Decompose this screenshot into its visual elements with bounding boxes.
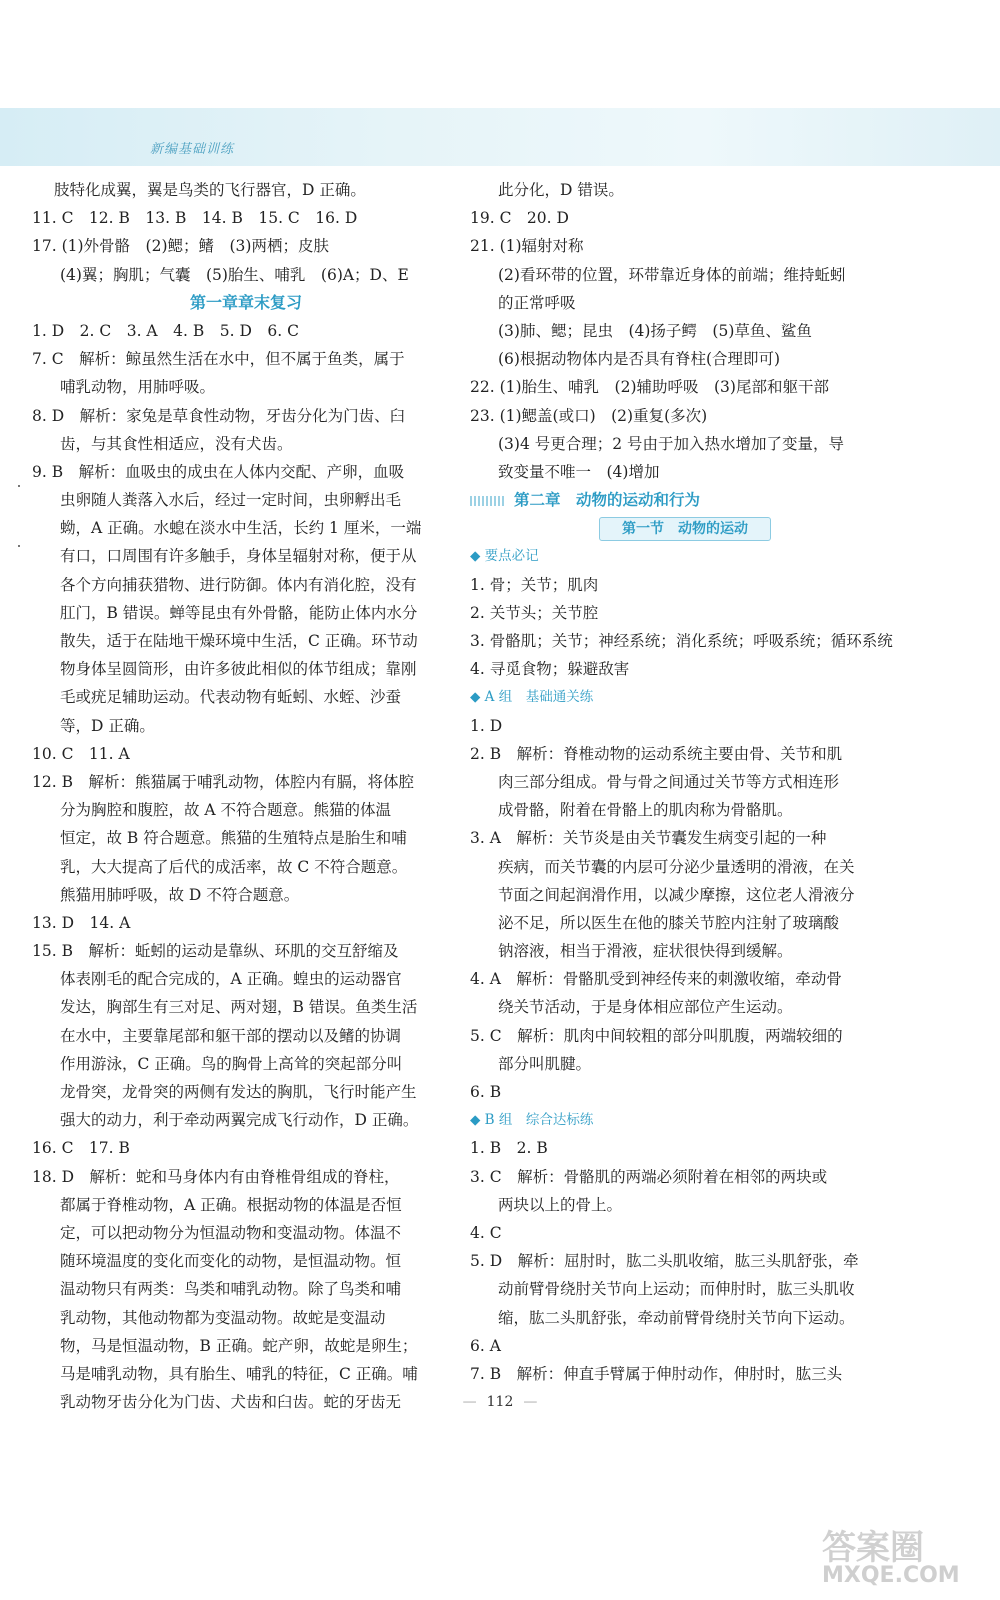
- chapter-hatch-icon: [470, 496, 506, 506]
- answer-line: 节面之间起润滑作用，以减少摩擦，这位老人滑液分: [498, 885, 855, 904]
- answer-line: 18. D 解析：蛇和马身体内有由脊椎骨组成的脊柱，: [32, 1167, 400, 1186]
- answer-line: 7. C 解析：鲸虽然生活在水中，但不属于鱼类，属于: [32, 350, 405, 369]
- answer-line: 此分化，D 错误。: [498, 181, 624, 199]
- exercise-group-label: ◆ 要点必记: [470, 548, 539, 565]
- answer-line: 22. (1)胎生、哺乳 (2)辅助呼吸 (3)尾部和躯干部: [470, 378, 829, 397]
- answer-line: 钠溶液，相当于滑液，症状很快得到缓解。: [498, 942, 793, 961]
- answer-line: 动前臂骨绕肘关节向上运动；而伸肘时，肱三头肌收: [498, 1280, 855, 1299]
- answer-line: 肛门，B 错误。蝉等昆虫有外骨骼，能防止体内水分: [60, 603, 418, 622]
- answer-line: 乳动物，其他动物都为变温动物。故蛇是变温动: [60, 1308, 386, 1327]
- answer-line: 1. B 2. B: [470, 1139, 548, 1158]
- answer-line: 蚴，A 正确。水螅在淡水中生活，长约 1 厘米，一端: [60, 519, 422, 538]
- left-column: [32, 176, 460, 1416]
- answer-line: 都属于脊椎动物，A 正确。根据动物的体温是否恒: [60, 1195, 402, 1214]
- answer-line: 毛或疣足辅助运动。代表动物有蚯蚓、水蛭、沙蚕: [60, 688, 402, 707]
- right-column: [470, 176, 900, 1388]
- answer-line: 虫卵随人粪落入水后，经过一定时间，虫卵孵出毛: [60, 491, 402, 510]
- answer-line: 缩，肱二头肌舒张，牵动前臂骨绕肘关节向下运动。: [498, 1308, 855, 1327]
- answer-line: 部分叫肌腱。: [498, 1054, 592, 1073]
- answer-line: 16. C 17. B: [32, 1139, 130, 1158]
- answer-line: 21. (1)辐射对称: [470, 237, 584, 256]
- answer-line: 马是哺乳动物，具有胎生、哺乳的特征，C 正确。哺: [60, 1364, 418, 1383]
- answer-line: 等，D 正确。: [60, 716, 155, 735]
- answer-line: 体表刚毛的配合完成的，A 正确。蝗虫的运动器官: [60, 970, 402, 989]
- page-number: — 112 —: [462, 1394, 538, 1410]
- answer-line: (2)看环带的位置，环带靠近身体的前端；维持蚯蚓: [498, 265, 846, 284]
- answer-line: 作用游泳，C 正确。鸟的胸骨上高耸的突起部分叫: [60, 1054, 403, 1073]
- answer-line: 恒定，故 B 符合题意。熊猫的生殖特点是胎生和哺: [60, 829, 407, 848]
- answer-line: 6. B: [470, 1083, 502, 1101]
- header-band: [0, 108, 1000, 166]
- answer-line: 15. B 解析：蚯蚓的运动是靠纵、环肌的交互舒缩及: [32, 942, 399, 961]
- answer-line: 乳，大大提高了后代的成活率，故 C 不符合题意。: [60, 857, 408, 876]
- answer-line: 2. B 解析：脊椎动物的运动系统主要由骨、关节和肌: [470, 744, 843, 763]
- answer-line: 哺乳动物，用肺呼吸。: [60, 378, 216, 397]
- answer-line: 绕关节活动，于是身体相应部位产生运动。: [498, 998, 793, 1017]
- answer-line: 强大的动力，利于牵动两翼完成飞行动作，D 正确。: [60, 1111, 419, 1130]
- answer-line: 12. B 解析：熊猫属于哺乳动物，体腔内有膈，将体腔: [32, 772, 414, 791]
- header-title: 新编基础训练: [150, 142, 235, 157]
- answer-line: 5. D 解析：屈肘时，肱二头肌收缩，肱三头肌舒张，牵: [470, 1252, 859, 1271]
- answer-line: 分为胸腔和腹腔，故 A 不符合题意。熊猫的体温: [60, 801, 392, 820]
- answer-line: 19. C 20. D: [470, 209, 569, 228]
- watermark-line2: MXQE.COM: [822, 1563, 960, 1588]
- answer-line: 龙骨突，龙骨突的两侧有发达的胸肌，飞行时能产生: [60, 1083, 417, 1101]
- answer-line: 温动物只有两类：鸟类和哺乳动物。除了鸟类和哺: [60, 1280, 402, 1299]
- answer-line: 3. A 解析：关节炎是由关节囊发生病变引起的一种: [470, 829, 827, 848]
- answer-line: 4. A 解析：骨骼肌受到神经传来的刺激收缩，牵动骨: [470, 970, 842, 989]
- answer-line: 齿，与其食性相适应，没有犬齿。: [60, 434, 293, 453]
- answer-line: 3. 骨骼肌；关节；神经系统；消化系统；呼吸系统；循环系统: [470, 632, 893, 650]
- answer-line: 散失，适于在陆地干燥环境中生活，C 正确。环节动: [60, 632, 418, 650]
- answer-line: 3. C 解析：骨骼肌的两端必须附着在相邻的两块或: [470, 1167, 828, 1186]
- answer-line: 成骨骼，附着在骨骼上的肌肉称为骨骼肌。: [498, 801, 793, 820]
- answer-line: (3)肺、鳃；昆虫 (4)扬子鳄 (5)草鱼、鲨鱼: [498, 321, 812, 340]
- answer-line: 的正常呼吸: [498, 293, 576, 312]
- answer-line: 13. D 14. A: [32, 913, 131, 932]
- watermark-line1: 答案圈: [822, 1528, 924, 1568]
- answer-line: 在水中，主要靠尾部和躯干部的摆动以及鳍的协调: [60, 1026, 402, 1045]
- answer-line: 2. 关节头；关节腔: [470, 603, 599, 622]
- answer-line: 7. B 解析：伸直手臂属于伸肘动作，伸肘时，肱三头: [470, 1364, 843, 1383]
- scan-speck: [18, 485, 20, 487]
- answer-line: 发达，胸部生有三对足、两对翅，B 错误。鱼类生活: [60, 998, 418, 1017]
- answer-line: 5. C 解析：肌肉中间较粗的部分叫肌腹，两端较细的: [470, 1026, 843, 1045]
- answer-line: 1. 骨；关节；肌肉: [470, 575, 599, 594]
- answer-line: 随环境温度的变化而变化的动物，是恒温动物。恒: [60, 1252, 402, 1271]
- answer-line: 8. D 解析：家兔是草食性动物，牙齿分化为门齿、臼: [32, 406, 406, 425]
- chapter-heading: 第二章 动物的运动和行为: [470, 486, 900, 514]
- answer-line: 定，可以把动物分为恒温动物和变温动物。体温不: [60, 1223, 402, 1242]
- answer-line: 肢特化成翼，翼是鸟类的飞行器官，D 正确。: [54, 181, 366, 199]
- answer-line: 两块以上的骨上。: [498, 1195, 623, 1214]
- answer-line: 1. D 2. C 3. A 4. B 5. D 6. C: [32, 321, 299, 340]
- exercise-group-label: ◆ A 组 基础通关练: [470, 689, 594, 706]
- answer-line: 熊猫用肺呼吸，故 D 不符合题意。: [60, 885, 300, 904]
- answer-line: 致变量不唯一 (4)增加: [498, 462, 660, 481]
- exercise-group-label: ◆ B 组 综合达标练: [470, 1112, 594, 1129]
- answer-line: 23. (1)鳃盖(或口) (2)重复(多次): [470, 406, 708, 425]
- answer-line: 有口，口周围有许多触手，身体呈辐射对称，便于从: [60, 547, 417, 566]
- answer-line: 泌不足，所以医生在他的膝关节腔内注射了玻璃酸: [498, 913, 840, 932]
- answer-line: 11. C 12. B 13. B 14. B 15. C 16. D: [32, 209, 358, 228]
- answer-line: (4)翼；胸肌；气囊 (5)胎生、哺乳 (6)A；D、E: [60, 265, 409, 284]
- answer-line: (3)4 号更合理；2 号由于加入热水增加了变量，导: [498, 434, 845, 453]
- answer-line: 9. B 解析：血吸虫的成虫在人体内交配、产卵，血吸: [32, 462, 405, 481]
- watermark-logo: [822, 1520, 982, 1592]
- section-heading: 第一章章末复习: [189, 292, 302, 312]
- page-number-text: 112: [486, 1394, 514, 1410]
- answer-line: 物身体呈圆筒形，由许多彼此相似的体节组成；靠刚: [60, 660, 417, 679]
- answer-line: 4. 寻觅食物；躲避敌害: [470, 660, 630, 679]
- answer-line: 各个方向捕获猎物、进行防御。体内有消化腔，没有: [60, 575, 417, 594]
- answer-line: 6. A: [470, 1336, 501, 1355]
- answer-line: 17. (1)外骨骼 (2)鳃；鳍 (3)两栖；皮肤: [32, 237, 329, 256]
- scan-speck: [18, 545, 20, 547]
- subsection-heading: 第一节 动物的运动: [470, 514, 900, 542]
- answer-line: 疾病，而关节囊的内层可分泌少量透明的滑液，在关: [498, 857, 855, 876]
- answer-line: (6)根据动物体内是否具有脊柱(合理即可): [498, 350, 781, 369]
- answer-line: 10. C 11. A: [32, 744, 130, 763]
- answer-line: 物，马是恒温动物，B 正确。蛇产卵，故蛇是卵生；: [60, 1336, 418, 1355]
- answer-line: 4. C: [470, 1223, 502, 1242]
- answer-line: 肉三部分组成。骨与骨之间通过关节等方式相连形: [498, 772, 840, 791]
- answer-line: 乳动物牙齿分化为门齿、犬齿和臼齿。蛇的牙齿无: [60, 1393, 402, 1412]
- answer-line: 1. D: [470, 716, 503, 735]
